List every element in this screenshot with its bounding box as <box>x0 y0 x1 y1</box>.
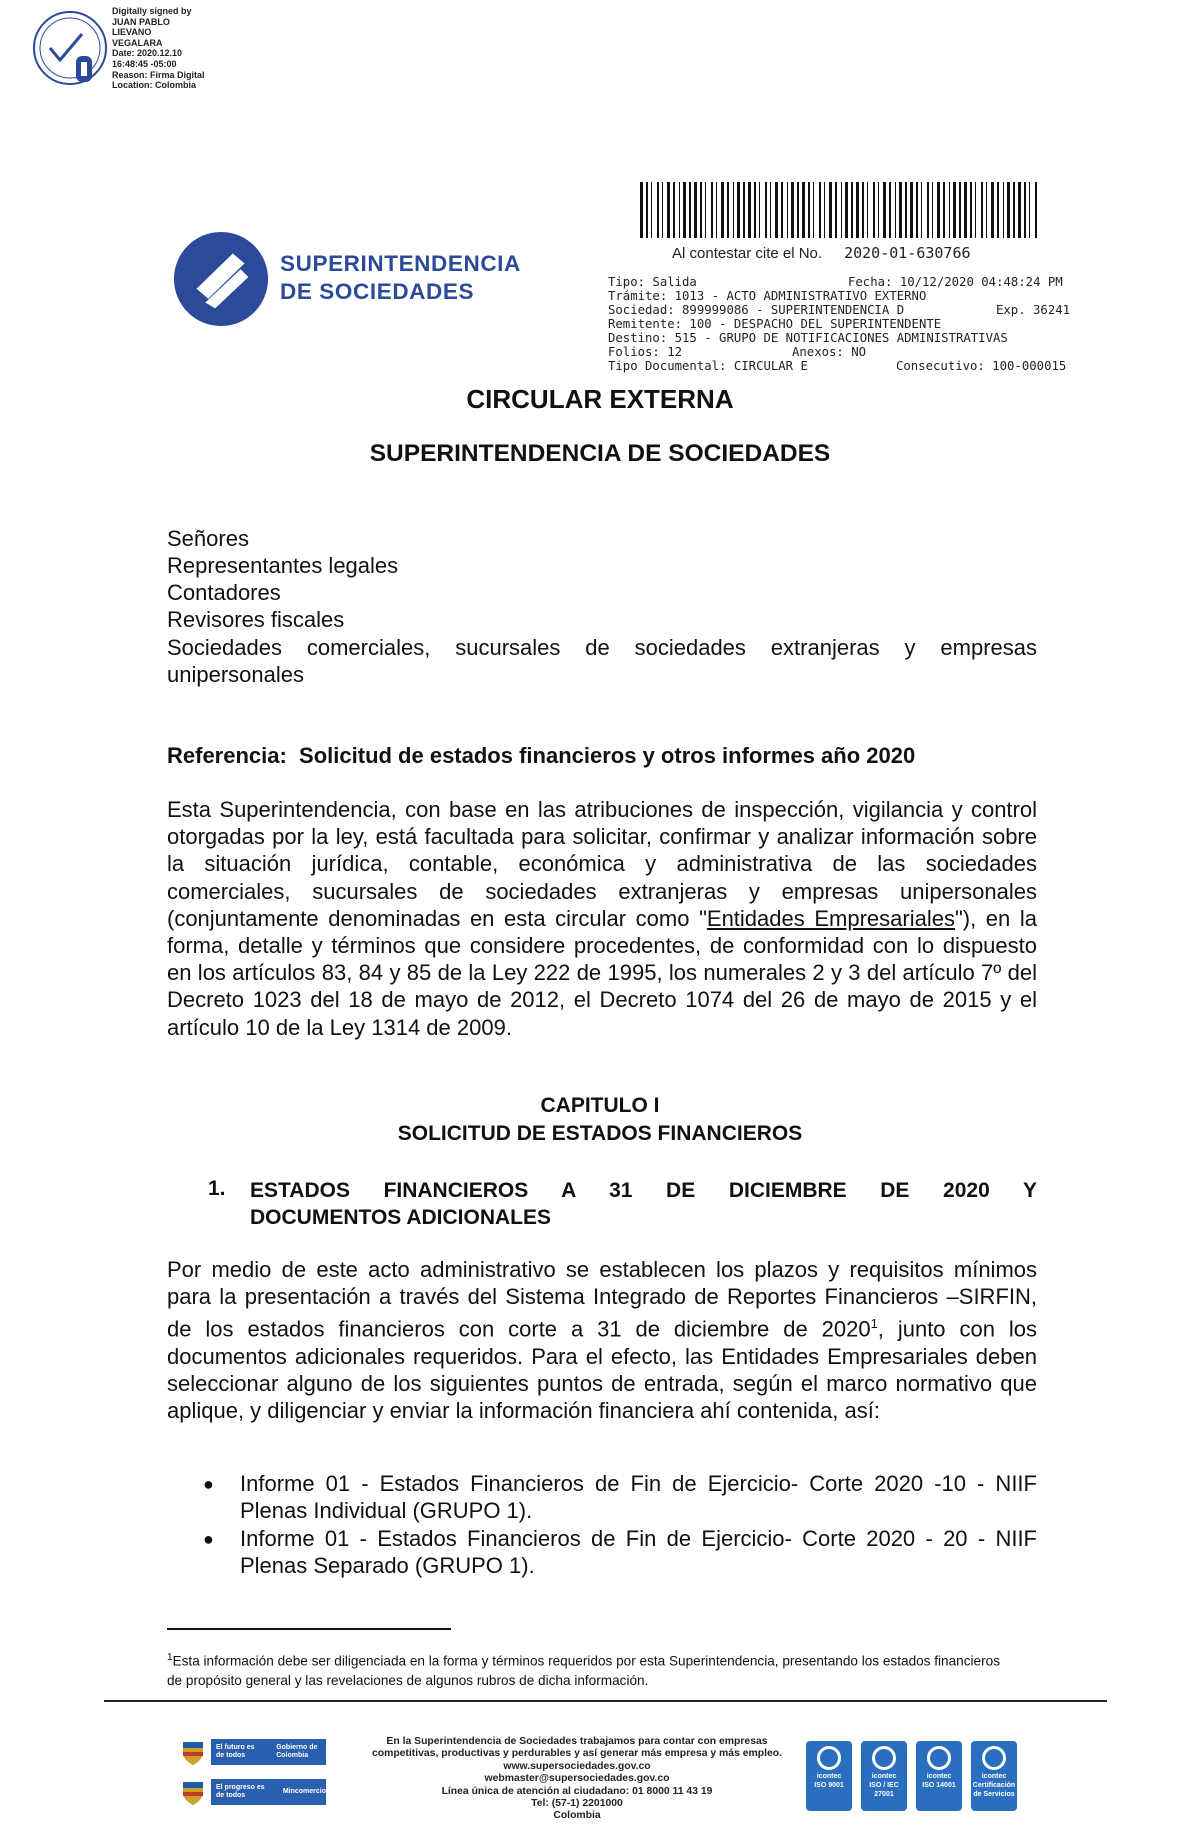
barcode-bar <box>765 182 767 238</box>
barcode-bar <box>748 182 751 238</box>
barcode-bar <box>970 182 972 238</box>
barcode-bar <box>651 182 652 238</box>
recipient-line: Representantes legales <box>167 553 399 578</box>
certification-badge <box>916 1741 962 1811</box>
barcode-bar <box>1003 182 1004 238</box>
digital-signature-seal <box>28 6 112 90</box>
sig-line: VEGALARA <box>112 37 163 48</box>
barcode-bar <box>781 182 783 238</box>
gov-badge-right: Gobierno de Colombia <box>276 1743 318 1759</box>
footer-line: Línea única de atención al ciudadano: 01 8000 11 43 19 <box>441 1785 713 1797</box>
footer-contact-block <box>332 1736 822 1823</box>
logo-wordmark <box>280 250 521 306</box>
reference-line: Referencia: Solicitud de estados financieros y otros informes año 2020 <box>167 743 916 768</box>
gov-badge-label <box>211 1779 326 1805</box>
barcode-bar <box>727 182 729 238</box>
barcode-bar <box>683 182 686 238</box>
barcode-bar <box>694 182 697 238</box>
barcode-bar <box>802 182 805 238</box>
barcode-bar <box>754 182 756 238</box>
barcode-bar <box>716 182 717 238</box>
barcode-bar <box>646 182 648 238</box>
barcode-bar <box>824 182 825 238</box>
recipient-line: Señores <box>167 526 249 551</box>
bullet-item: Informe 01 - Estados Financieros de Fin de Ejercicio- Corte 2020 - 20 - NIIF Plenas Separado (GRUPO 1). <box>240 1526 1037 1578</box>
gov-badge-futuro <box>181 1737 326 1766</box>
document-title: CIRCULAR EXTERNA <box>466 384 734 414</box>
digital-signature-text <box>112 6 205 91</box>
section-title-line-1: ESTADOS FINANCIEROS A 31 DE DICIEMBRE DE 2020 Y <box>250 1179 1037 1202</box>
stamp-remitente: Remitente: 100 - DESPACHO DEL SUPERINTENDENTE <box>608 317 942 331</box>
stamp-tramite: Trámite: 1013 - ACTO ADMINISTRATIVO EXTERNO <box>608 289 927 303</box>
icontec-icon <box>817 1746 841 1770</box>
bullet-dot: ● <box>203 1474 214 1494</box>
section-number: 1. <box>208 1177 226 1200</box>
gov-badge-right: Mincomercio <box>282 1787 326 1795</box>
section-title-line-2: DOCUMENTOS ADICIONALES <box>250 1206 552 1229</box>
barcode-bar <box>657 182 659 238</box>
barcode-bar <box>851 182 853 238</box>
barcode-bar <box>910 182 913 238</box>
barcode-bar <box>899 182 902 238</box>
barcode-bar <box>791 182 794 238</box>
barcode-bar <box>737 182 740 238</box>
barcode-bar <box>662 182 663 238</box>
barcode-bar <box>1029 182 1030 238</box>
body-paragraph <box>167 1256 1037 1425</box>
barcode-bar <box>700 182 702 238</box>
cert-brand: icontec <box>816 1773 842 1780</box>
footnote-mark: 1 <box>167 1652 173 1663</box>
sig-line: LIEVANO <box>112 27 152 38</box>
certification-badge <box>806 1741 852 1811</box>
barcode-bar <box>673 182 675 238</box>
footer-line: competitivas, productivas y perdurables y así generar más empresa y más empleo. <box>371 1748 783 1760</box>
barcode-bar <box>813 182 814 238</box>
barcode <box>640 182 1042 238</box>
barcode-bar <box>775 182 778 238</box>
sig-line: Digitally signed by <box>112 6 192 16</box>
sig-line: Date: 2020.12.10 <box>112 48 183 59</box>
stamp-tipo: Tipo: Salida <box>608 275 697 289</box>
body-text-1: Por medio de este acto administrativo se establecen los plazos y requisitos mínimos para la presentación a través del Sistema Integrado de Reportes Financieros –SIRFIN, de los estados financieros con corte a 31 de diciembre de 2020 <box>167 1257 1037 1342</box>
stamp-anexos: Anexos: NO <box>792 345 867 359</box>
barcode-bar <box>829 182 832 238</box>
icontec-icon <box>982 1746 1006 1770</box>
certification-badge <box>861 1741 907 1811</box>
footer-divider <box>104 1700 1107 1702</box>
barcode-bar <box>921 182 922 238</box>
stamp-exp: Exp. 36241 <box>996 303 1071 317</box>
barcode-bar <box>819 182 821 238</box>
intro-paragraph <box>167 796 1037 1041</box>
intro-text-2: "), en la forma, detalle y términos que considere procedentes, de conformidad con lo dispuesto en los artículos 83, 84 y 85 de la Ley 222 de 1995, los numerales 2 y 3 del artículo 7º del Decreto 1023 del 18 de mayo de 2012, el Decreto 1074 del 26 de mayo de 2015 y el artículo 10 de la Ley 1314 de 2009. <box>167 905 1037 1040</box>
footer-line: Colombia <box>553 1810 601 1822</box>
barcode-bar <box>867 182 868 238</box>
footnote <box>167 1648 1017 1690</box>
footer-line: Tel: (57-1) 2201000 <box>531 1798 623 1810</box>
bullet-dot: ● <box>203 1529 214 1549</box>
recipient-line-long: Sociedades comerciales, sucursales de sociedades extranjeras y empresas unipersonales <box>167 635 1037 688</box>
barcode-bar <box>991 182 994 238</box>
barcode-bar <box>883 182 886 238</box>
colombia-shield-icon <box>181 1778 205 1806</box>
barcode-bar <box>711 182 713 238</box>
supersociedades-logo-icon <box>172 230 270 328</box>
barcode-bar <box>845 182 848 238</box>
barcode-bar <box>878 182 879 238</box>
cert-brand: icontec <box>926 1773 952 1780</box>
footnote-text: Esta información debe ser diligenciada en la forma y términos requeridos por esta Superintendencia, presentando los estados financieros de propósito general y las revelaciones de algunos rubros de dicha información. <box>167 1653 1000 1688</box>
sig-line: Location: Colombia <box>112 80 196 91</box>
barcode-bar <box>937 182 940 238</box>
bullet-item: Informe 01 - Estados Financieros de Fin de Ejercicio- Corte 2020 -10 - NIIF Plenas Individual (GRUPO 1). <box>240 1471 1037 1523</box>
barcode-bar <box>808 182 810 238</box>
cert-brand: icontec <box>981 1773 1007 1780</box>
certification-badge <box>971 1741 1017 1811</box>
barcode-bar <box>943 182 945 238</box>
stamp-folios: Folios: 12 <box>608 345 683 359</box>
barcode-bar <box>975 182 976 238</box>
barcode-bar <box>770 182 771 238</box>
cert-label: ISO 9001 <box>814 1782 844 1789</box>
chapter-label: CAPITULO I <box>540 1094 660 1117</box>
cert-label: ISO 14001 <box>922 1782 956 1789</box>
barcode-bar <box>835 182 837 238</box>
radicado-number: 2020-01-630766 <box>844 244 971 262</box>
sig-line: Reason: Firma Digital <box>112 69 205 80</box>
barcode-bar <box>856 182 859 238</box>
barcode-bar <box>1013 182 1015 238</box>
barcode-bar <box>916 182 918 238</box>
barcode-bar <box>640 182 643 238</box>
defined-term: Entidades Empresariales <box>706 905 955 931</box>
radicado-line <box>672 244 971 262</box>
intro-text-1: Esta Superintendencia, con base en las atribuciones de inspección, vigilancia y control otorgadas por la ley, está facultada para solicitar, confirmar y analizar información sobre la situación jurídica, contable, económica y administrativa de las sociedades comerciales, sucursales de sociedades extranjeras y empresas unipersonales (conjuntamente denominadas en esta circular como " <box>167 797 1037 931</box>
gov-badge-left: El futuro es de todos <box>216 1743 255 1759</box>
barcode-bar <box>841 182 842 238</box>
colombia-shield-icon <box>181 1738 205 1766</box>
chapter-title: SOLICITUD DE ESTADOS FINANCIEROS <box>397 1122 803 1145</box>
barcode-bar <box>953 182 956 238</box>
barcode-bar <box>705 182 706 238</box>
barcode-bar <box>959 182 961 238</box>
footer-website-link[interactable]: www.supersociedades.gov.co <box>503 1760 651 1772</box>
stamp-fecha: Fecha: 10/12/2020 04:48:24 PM <box>848 275 1063 289</box>
sig-line: JUAN PABLO <box>112 16 170 27</box>
gov-badge-progreso <box>181 1777 326 1806</box>
stamp-consecutivo: Consecutivo: 100-000015 <box>896 359 1067 373</box>
barcode-bar <box>862 182 864 238</box>
gov-badge-left: El progreso es de todos <box>216 1783 265 1799</box>
barcode-bar <box>759 182 760 238</box>
barcode-bar <box>964 182 967 238</box>
gov-badge-label <box>211 1739 326 1765</box>
barcode-bar <box>932 182 933 238</box>
barcode-bar <box>1007 182 1010 238</box>
footer-email-link[interactable]: webmaster@supersociedades.gov.co <box>484 1773 670 1785</box>
recipient-line: Contadores <box>167 580 281 605</box>
barcode-bar <box>721 182 724 238</box>
barcode-bar <box>787 182 788 238</box>
logo-line-2: DE SOCIEDADES <box>280 279 475 304</box>
icontec-icon <box>872 1746 896 1770</box>
barcode-bar <box>949 182 950 238</box>
stamp-sociedad: Sociedad: 899999086 - SUPERINTENDENCIA D <box>608 303 905 317</box>
footnote-divider <box>167 1628 451 1630</box>
barcode-bar <box>927 182 929 238</box>
sig-line: 16:48:45 -05:00 <box>112 58 177 69</box>
barcode-bar <box>679 182 680 238</box>
recipient-line: Revisores fiscales <box>167 607 345 632</box>
footnote-reference[interactable]: 1 <box>870 1316 878 1332</box>
body-text-2: , junto con los documentos adicionales requeridos. Para el efecto, las Entidades Empresariales deben seleccionar alguno de los siguientes puntos de entrada, según el marco normativo que aplique, y diligenciar y enviar la información financiera ahí contenida, así: <box>167 1316 1037 1424</box>
barcode-bar <box>889 182 891 238</box>
barcode-bar <box>1035 182 1037 238</box>
logo-line-1: SUPERINTENDENCIA <box>280 251 521 276</box>
radicado-label: Al contestar cite el No. <box>672 245 823 262</box>
barcode-bar <box>743 182 745 238</box>
barcode-bar <box>733 182 734 238</box>
barcode-bar <box>1018 182 1021 238</box>
stamp-destino: Destino: 515 - GRUPO DE NOTIFICACIONES ADMINISTRATIVAS <box>608 331 1008 345</box>
barcode-bar <box>1024 182 1026 238</box>
barcode-bar <box>895 182 896 238</box>
barcode-bar <box>986 182 987 238</box>
footer-line: En la Superintendencia de Sociedades trabajamos para contar con empresas <box>386 1736 768 1747</box>
cert-label: Certificación de Servicios <box>972 1782 1016 1798</box>
barcode-bar <box>797 182 799 238</box>
barcode-bar <box>981 182 983 238</box>
barcode-bar <box>667 182 670 238</box>
barcode-bar <box>905 182 907 238</box>
document-subtitle: SUPERINTENDENCIA DE SOCIEDADES <box>369 440 831 467</box>
barcode-bar <box>997 182 999 238</box>
cert-brand: icontec <box>871 1773 897 1780</box>
stamp-tipo-documental: Tipo Documental: CIRCULAR E <box>608 359 808 373</box>
barcode-bar <box>689 182 691 238</box>
cert-label: ISO / IEC 27001 <box>869 1782 899 1798</box>
barcode-bar <box>873 182 875 238</box>
icontec-icon <box>927 1746 951 1770</box>
